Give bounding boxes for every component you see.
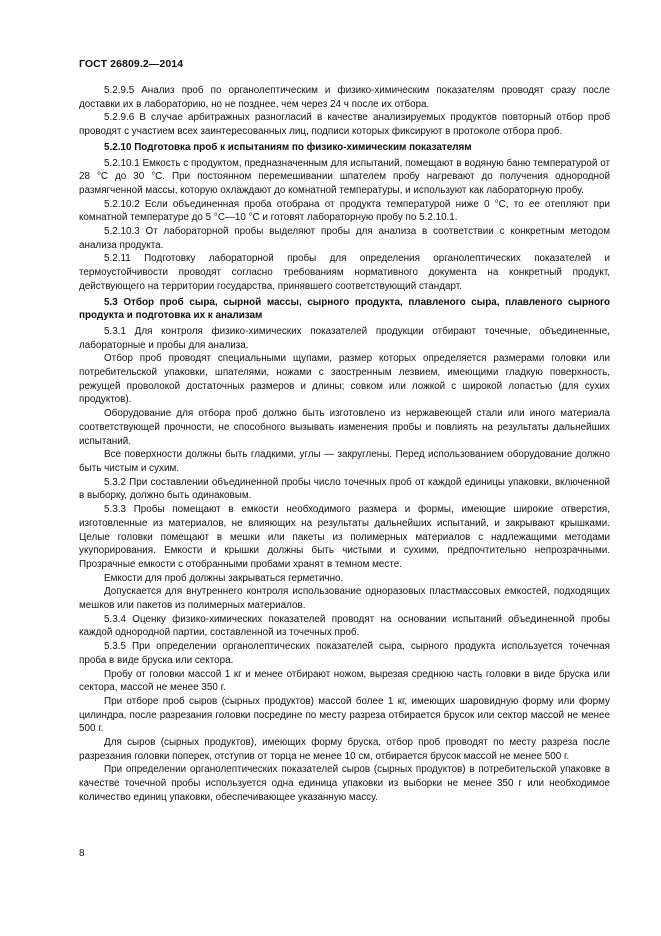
paragraph-5-3-1: 5.3.1 Для контроля физико-химических показателей продукции отбирают точечные, объединенные, лабораторные и пробы для анализа. [79, 325, 610, 351]
document-body [79, 84, 610, 805]
paragraph-sampling-tools: Отбор проб проводят специальными щупами, размер которых определяется размерами головки или потребительской упаковки, шпателями, ножами с заостренным лезвием, имеющими гладкую поверхность, режущей проволокой достаточных размеров и длины; совком или ложкой с широкой лопастью (для сухих продуктов). [79, 353, 610, 406]
paragraph-5-2-10-1: 5.2.10.1 Емкость с продуктом, предназначенным для испытаний, помещают в водяную баню температурой от 28 °С до 30 °С. При постоянном перемешивании шпателем пробу нагревают до получения однородной размягченной массы, которую охлаждают до комнатной температуры, и используют как лабораторную пробу. [79, 157, 610, 196]
paragraph-5-3-4: 5.3.4 Оценку физико-химических показателей проводят на основании испытаний объединенной пробы каждой однородной партии, составленной из точечных проб. [79, 613, 610, 639]
paragraph-internal-control: Допускается для внутреннего контроля использование одноразовых пластмассовых емкостей, подходящих мешков или пакетов из полимерных материалов. [79, 586, 610, 612]
paragraph-5-2-11: 5.2.11 Подготовку лабораторной пробы для определения органолептических показателей и термоустойчивости проводят согласно требованиям нормативного документа на конкретный продукт, действующего на территории государства, принявшего соответствующий стандарт. [79, 253, 610, 292]
paragraph-5-3-5: 5.3.5 При определении органолептических показателей сыра, сырного продукта используется точечная проба в виде бруска или сектора. [79, 641, 610, 666]
paragraph-equipment-material: Оборудование для отбора проб должно быть изготовлено из нержавеющей стали или иного материала соответствующей прочности, не способного вызывать изменения пробы и повлиять на результаты дальнейших испытаний. [79, 408, 610, 447]
paragraph-head-1kg: Пробу от головки массой 1 кг и менее отбирают ножом, вырезая среднюю часть головки в виде бруска или сектора, массой не менее 350 г. [79, 668, 610, 694]
paragraph-consumer-package: При определении органолептических показателей сыров (сырных продуктов) в потребительской упаковке в качестве точечной пробы используется одна единица упаковки из выборки не менее 350 г или необходимое количество единиц упаковки, обеспечивающее указанную массу. [79, 764, 610, 803]
paragraph-head-over-1kg: При отборе проб сыров (сырных продуктов) массой более 1 кг, имеющих шаровидную форму или форму цилиндра, после разрезания головки посредине по месту разреза отбирается брусок или сектор массой не менее 500 г. [79, 695, 610, 735]
paragraph-bar-shape: Для сыров (сырных продуктов), имеющих форму бруска, отбор проб проводят по месту разреза после разрезания головки поперек, отступив от торца не менее 10 см, отбирается брусок массой не менее 500 г. [79, 737, 610, 762]
heading-5-2-10: 5.2.10 Подготовка проб к испытаниям по физико-химическим показателям [104, 141, 472, 153]
paragraph-5-2-10-3: 5.2.10.3 От лабораторной пробы выделяют пробы для анализа в соответствии с конкретным методом анализа продукта. [79, 226, 610, 251]
paragraph-5-2-9-6: 5.2.9.6 В случае арбитражных разногласий в качестве анализируемых продуктов повторный отбор проб проводят с участием всех заинтересованных лиц, подписи которых фиксируют в протоколе отбора проб. [79, 112, 610, 138]
heading-5-3: 5.3 Отбор проб сыра, сырной массы, сырного продукта, плавленого сыра, плавленого сырного продукта и подготовка их к анализам [79, 296, 610, 322]
page-number: 8 [79, 848, 85, 859]
paragraph-5-3-2: 5.3.2 При составлении объединенной пробы число точечных проб от каждой единицы упаковки, включенной в выборку, должно быть одинаковым. [79, 476, 610, 502]
paragraph-5-2-10-2: 5.2.10.2 Если объединенная проба отобрана от продукта температурой ниже 0 °С, то ее отепляют при комнатной температуре до 5 °С—10 °С и готовят лабораторную пробу по 5.2.10.1. [79, 198, 610, 224]
paragraph-5-2-9-5: 5.2.9.5 Анализ проб по органолептическим и физико-химическим показателям проводят сразу после доставки их в лабораторию, но не позднее, чем через 24 ч после их отбора. [79, 85, 610, 110]
paragraph-surfaces: Все поверхности должны быть гладкими, углы — закруглены. Перед использованием оборудование должно быть чистым и сухим. [79, 449, 610, 474]
paragraph-sealed-containers: Емкости для проб должны закрываться герметично. [104, 572, 344, 584]
standard-header: ГОСТ 26809.2—2014 [79, 58, 184, 70]
paragraph-5-3-3: 5.3.3 Пробы помещают в емкости необходимого размера и формы, имеющие широкие отверстия, изготовленные из материалов, не влияющих на результаты дальнейших испытаний, и закрывают крышками. Целые головки помещают в мешки или пакеты из полимерных материалов с надлежащими методами укупорирования. Емкости и крышки должны быть чистыми и сухими, предпочтительно непрозрачными. Прозрачные емкости с отобранными пробами хранят в темном месте. [79, 504, 610, 570]
